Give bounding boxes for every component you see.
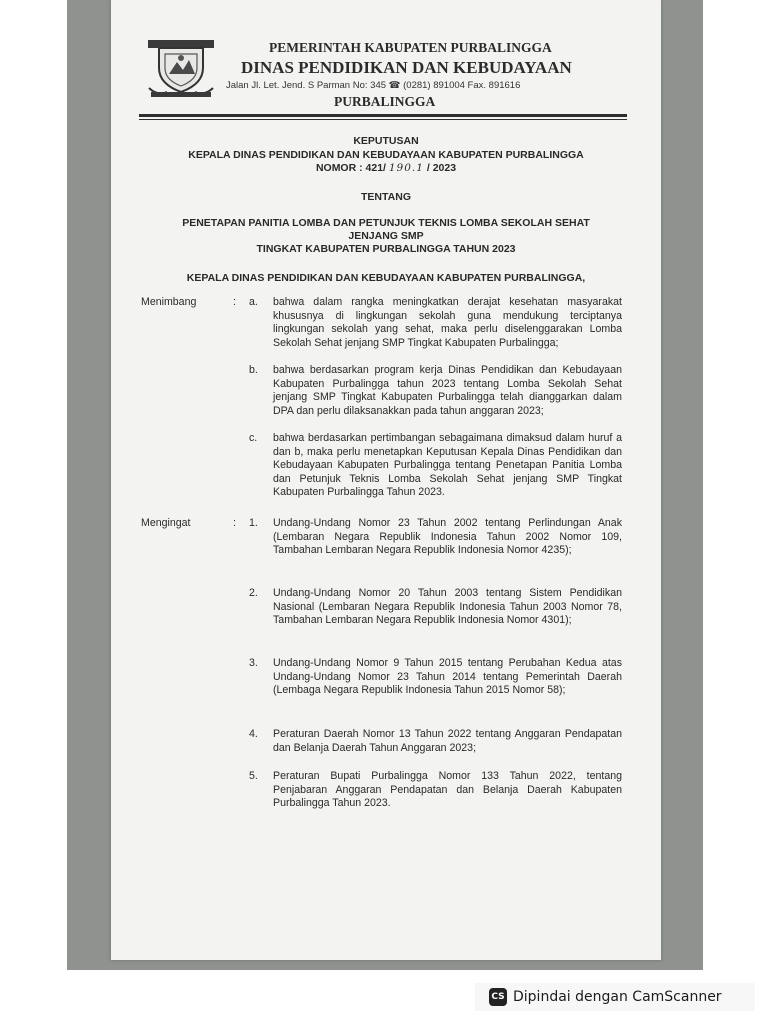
mengingat-item-3: Undang-Undang Nomor 9 Tahun 2015 tentang Perubahan Kedua atas Undang-Undang Nomor 23 Tahun 2014 tentang Pemerintah Daerah (Lembaga Negara Republik Indonesia Tahun 2015 Nomor 58); — [273, 657, 622, 697]
mengingat-item-1: Undang-Undang Nomor 23 Tahun 2002 tentang Perlindungan Anak (Lembaran Negara Republik Indonesia Tahun 2002 Nomor 109, Tambahan Lembaran Negara Republik Indonesia Nomor 4235); — [273, 517, 622, 557]
decree-subject-line1: PENETAPAN PANITIA LOMBA DAN PETUNJUK TEKNIS LOMBA SEKOLAH SEHAT — [182, 217, 590, 229]
mengingat-item-2: Undang-Undang Nomor 20 Tahun 2003 tentang Sistem Pendidikan Nasional (Lembaran Negara Republik Indonesia Tahun 2003 Nomor 78, Tambahan Lembaran Negara Republik Indonesia Nomor 4301); — [273, 587, 622, 627]
decree-number-handwritten: 190.1 — [388, 162, 424, 174]
decree-number-prefix: NOMOR : 421/ — [315, 162, 386, 174]
decree-title: KEPUTUSAN — [353, 135, 419, 147]
regency-crest-icon — [147, 38, 215, 98]
decree-subject-line2: JENJANG SMP — [348, 230, 424, 242]
mengingat-marker-3: 3. — [249, 657, 258, 669]
decree-number-suffix: / 2023 — [426, 162, 457, 174]
camscanner-text: Dipindai dengan CamScanner — [513, 989, 722, 1005]
menimbang-item-b: bahwa berdasarkan program kerja Dinas Pendidikan dan Kebudayaan Kabupaten Purbalingga tahun 2023 tentang Lomba Sekolah Sehat jenjang SMP Tingkat Kabupaten Purbalingga telah dianggarkan dalam DPA dan perlu dilaksanakkan pada tahun anggaran 2023; — [273, 364, 622, 417]
camscanner-watermark — [475, 983, 755, 1011]
letterhead-agency: DINAS PENDIDIKAN DAN KEBUDAYAAN — [241, 58, 572, 77]
mengingat-marker-4: 4. — [249, 728, 258, 740]
menimbang-item-c: bahwa berdasarkan pertimbangan sebagaimana dimaksud dalam huruf a dan b, maka perlu menetapkan Keputusan Kepala Dinas Pendidikan dan Kebudayaan Kabupaten Purbalingga tentang Penetapan Panitia Lomba dan Petunjuk Teknis Lomba Sekolah Sehat jenjang SMP Tingkat Kabupaten Purbalingga Tahun 2023. — [273, 432, 622, 499]
menimbang-item-a: bahwa dalam rangka meningkatkan derajat kesehatan masyarakat khususnya di lingkungan sekolah guna mendukung terciptanya lingkungan sekolah yang sehat, maka perlu diselenggarakan Lomba Sekolah Sehat jenjang SMP Tingkat Kabupaten Purbalingga; — [273, 296, 622, 349]
decree-number — [111, 162, 661, 174]
letterhead-divider — [139, 114, 627, 117]
mengingat-colon: : — [233, 517, 236, 529]
letterhead-address: Jalan Jl. Let. Jend. S Parman No: 345 ☎ (0281) 891004 Fax. 891616 — [226, 80, 521, 91]
decree-about: TENTANG — [361, 191, 411, 203]
menimbang-label: Menimbang — [141, 296, 197, 308]
mengingat-item-5: Peraturan Bupati Purbalingga Nomor 133 Tahun 2022, tentang Penjabaran Anggaran Pendapatan dan Belanja Daerah Kabupaten Purbalingga Tahun 2023. — [273, 770, 622, 810]
menimbang-colon: : — [233, 296, 236, 308]
mengingat-marker-1: 1. — [249, 517, 258, 529]
menimbang-marker-a: a. — [249, 296, 258, 308]
camscanner-logo-icon: CS — [489, 988, 507, 1006]
decree-subject-line3: TINGKAT KABUPATEN PURBALINGGA TAHUN 2023 — [256, 243, 516, 255]
decree-authority: KEPALA DINAS PENDIDIKAN DAN KEBUDAYAAN KABUPATEN PURBALINGGA, — [186, 272, 586, 284]
letterhead-divider-thin — [139, 119, 627, 120]
letterhead-city: PURBALINGGA — [334, 94, 436, 109]
menimbang-marker-b: b. — [249, 364, 258, 376]
mengingat-marker-5: 5. — [249, 770, 258, 782]
document-page — [111, 0, 661, 960]
mengingat-item-4: Peraturan Daerah Nomor 13 Tahun 2022 tentang Anggaran Pendapatan dan Belanja Daerah Tahun Anggaran 2023; — [273, 728, 622, 754]
menimbang-marker-c: c. — [249, 432, 258, 444]
letterhead-government: PEMERINTAH KABUPATEN PURBALINGGA — [269, 40, 552, 55]
decree-issuer: KEPALA DINAS PENDIDIKAN DAN KEBUDAYAAN KABUPATEN PURBALINGGA — [188, 149, 584, 161]
mengingat-label: Mengingat — [141, 517, 191, 529]
mengingat-marker-2: 2. — [249, 587, 258, 599]
